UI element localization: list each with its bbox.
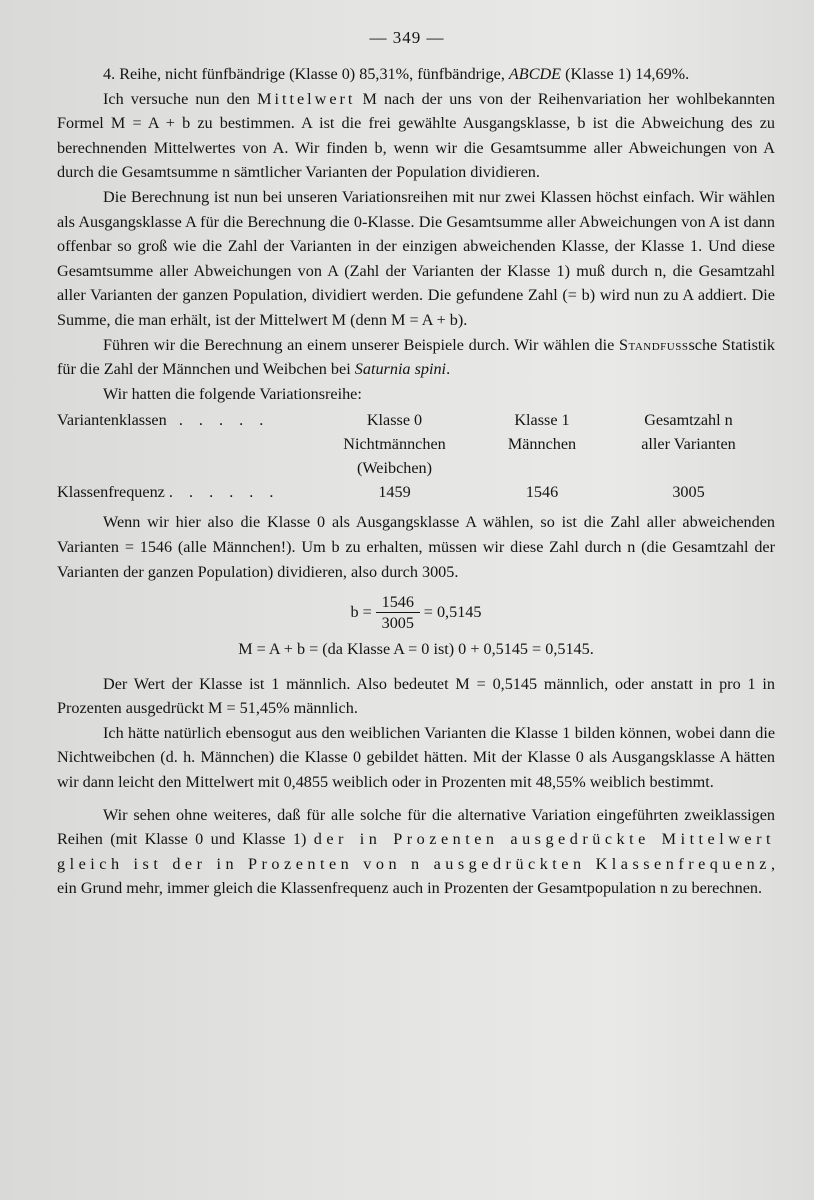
- paragraph-example: [57, 333, 775, 382]
- table-header-cell: [307, 408, 482, 480]
- table-label: Variantenklassen: [57, 411, 167, 430]
- table-label: Klassenfrequenz: [57, 483, 165, 502]
- formula-lhs: b =: [350, 603, 372, 622]
- header-line: Nichtmännchen: [343, 435, 446, 454]
- body-text: [57, 62, 775, 901]
- formula-rhs: = 0,5145: [423, 603, 482, 622]
- header-line: (Weibchen): [356, 459, 433, 478]
- table-row-label: [57, 408, 307, 480]
- paragraph-row-4: [57, 62, 775, 87]
- paragraph-value: Der Wert der Klasse ist 1 männlich. Also bedeutet M = 0,5145 männlich, oder anstatt in pro 1 in Prozenten ausgedrückt M = 51,45% männlich.: [57, 674, 775, 718]
- paragraph-alternative: Ich hätte natürlich ebensogut aus den weiblichen Varianten die Klasse 1 bilden können, wobei dann die Nichtweibchen (d. h. Männchen) die Klasse 0 gebildet hätten. Mit der Klasse 0 als Ausgangsklasse A hätten wir dann leicht den Mittelwert mit 0,4855 weiblich oder in Prozenten mit 48,55% weiblich bestimmt.: [57, 723, 775, 792]
- table-header-cell: [602, 408, 775, 480]
- abcde-term: ABCDE: [508, 65, 562, 83]
- table-cell: 1459: [378, 483, 411, 502]
- text-run: 4. Reihe, nicht fünfbändrige (Klasse 0) 85,31%, fünfbändrige,: [103, 65, 509, 83]
- table-cell: 3005: [672, 483, 705, 502]
- text-run: Ich versuche nun den: [103, 89, 258, 108]
- author-name: Standfuss: [619, 335, 689, 354]
- leader-dots: . . . . .: [178, 411, 270, 430]
- page-number: — 349 —: [369, 28, 445, 47]
- header-line: Klasse 1: [514, 411, 570, 430]
- table-cell: 1546: [525, 483, 559, 502]
- table-row: [57, 480, 775, 504]
- header-line: aller Varianten: [641, 435, 736, 454]
- variation-table: [57, 408, 775, 504]
- leader-dots: . . . . . .: [168, 483, 280, 502]
- header-line: Männchen: [507, 435, 577, 454]
- text-run: sche Statistik für die Zahl der Männchen und Weibchen bei: [57, 335, 775, 379]
- table-row-label: [57, 480, 307, 504]
- paragraph-klasse-0: Wenn wir hier also die Klasse 0 als Ausgangsklasse A wählen, so ist die Zahl aller abweichenden Varianten = 1546 (alle Männchen!). Um b zu erhalten, müssen wir diese Zahl durch n (die Gesamtzahl der Varianten der ganzen Population) dividieren, also durch 3005.: [57, 513, 775, 581]
- table-header-cell: [482, 408, 602, 480]
- fraction-numerator: 1546: [381, 593, 414, 612]
- paragraph-table-intro: Wir hatten die folgende Variationsreihe:: [103, 384, 362, 403]
- paragraph-mittelwert-formula: [57, 87, 775, 185]
- text-run: Wir sehen ohne weiteres, daß für alle solche für die alternative Variation eingeführten zweiklassigen Reihen (mit Klasse 0 und Klasse 1): [57, 805, 775, 849]
- formula-m: M = A + b = (da Klasse A = 0 ist) 0 + 0,5145 = 0,5145.: [238, 640, 594, 659]
- species-name: Saturnia spini: [354, 360, 447, 379]
- text-run: Führen wir die Berechnung an einem unserer Beispiele durch. Wir wählen die: [103, 335, 619, 354]
- paragraph-conclusion: [57, 803, 775, 901]
- table-row: [57, 408, 775, 480]
- formula-b: [57, 592, 775, 633]
- header-line: Gesamtzahl n: [644, 411, 733, 430]
- text-run: .: [446, 360, 451, 379]
- fraction: [376, 592, 420, 633]
- spaced-term: Mittelwert: [257, 89, 356, 108]
- paragraph-calculation: Die Berechnung ist nun bei unseren Variationsreihen mit nur zwei Klassen höchst einfach. Wir wählen als Ausgangsklasse A für die Berechnung die 0-Klasse. Die Gesamtsumme aller Abweichungen von A ist dann offenbar so groß wie die Zahl der Varianten in der einzigen abweichenden Klasse, der Klasse 1. Und diese Gesamtsumme aller Abweichungen von A (Zahl der Varianten der Klasse 1) muß durch n, die Gesamtzahl aller Varianten der ganzen Population, dividiert werden. Die gefundene Zahl (= b) wird nun zu A addiert. Die Summe, die man erhält, ist der Mittelwert M (denn M = A + b).: [57, 187, 775, 329]
- text-run: , ein Grund mehr, immer gleich die Klassenfrequenz auch in Prozenten der Gesamtpopulation n zu berechnen.: [57, 854, 775, 898]
- fraction-denominator: 3005: [381, 614, 414, 633]
- text-run: (Klasse 1) 14,69%.: [561, 65, 690, 83]
- header-line: Klasse 0: [366, 411, 423, 430]
- spaced-term: der in Prozenten ausgedrückte Mittelwert gleich ist der in Prozenten von n ausgedrückten Klassenfrequenz: [57, 830, 776, 873]
- text-run: M nach der uns von der Reihenvariation her wohlbekannten Formel M = A + b zu bestimmen. A ist die frei gewählte Ausgangsklasse, b ist die Abweichung des zu berechnenden Mittelwertes von A. Wir finden b, wenn wir die Gesamtsumme aller Abweichungen von A durch die Gesamtsumme n sämtlicher Varianten der Population dividieren.: [57, 89, 775, 182]
